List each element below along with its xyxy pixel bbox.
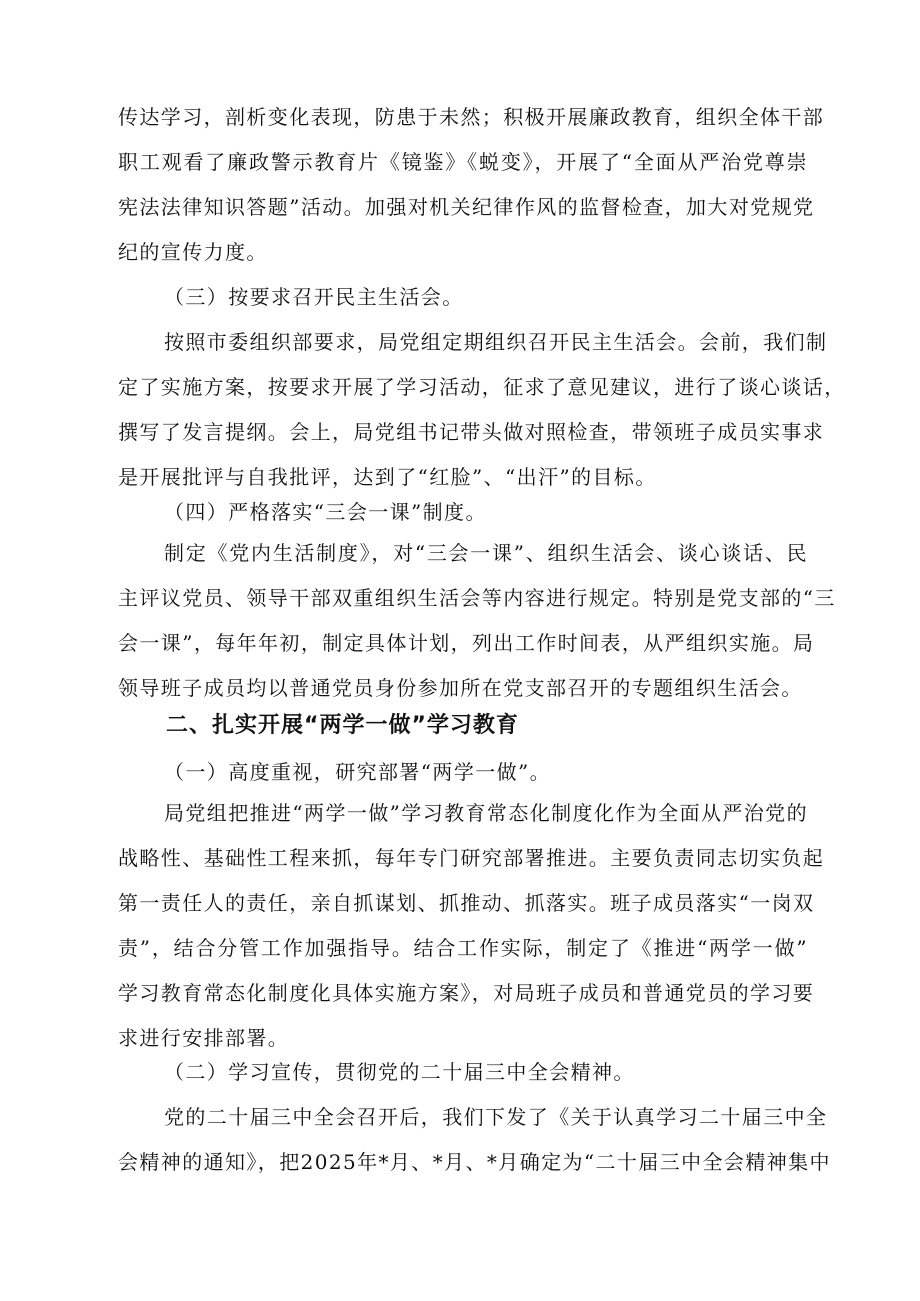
text-line: 纪的宣传力度。 [118, 240, 268, 264]
paragraph-party-life-system [118, 531, 836, 711]
section-heading: 二、扎实开展“两学一做”学习教育 [166, 713, 519, 738]
text-line: 会一课”，每年年初，制定具体计划，列出工作时间表，从严组织实施。局 [118, 631, 815, 655]
text-line: 撰写了发言提纲。会上，局党组书记带头做对照检查，带领班子成员实事求 [118, 420, 825, 444]
subheading-study-plenum-spirit [118, 1050, 808, 1095]
paragraph-plenum-study [118, 1095, 831, 1185]
text-line: 领导班子成员均以普通党员身份参加所在党支部召开的专题组织生活会。 [118, 676, 803, 700]
text-line: 制定《党内生活制度》，对“三会一课”、组织生活会、谈心谈话、民 [164, 541, 808, 565]
paragraph-democratic-life-meeting [118, 320, 846, 500]
text-line: 战略性、基础性工程来抓，每年专门研究部署推进。主要负责同志切实负起 [118, 846, 825, 870]
subheading-text: （四）严格落实“三会一课”制度。 [164, 500, 487, 524]
text-line: 局党组把推进“两学一做”学习教育常态化制度化作为全面从严治党的 [164, 801, 808, 825]
text-line: 会精神的通知》，把2025年*月、*月、*月确定为“二十届三中全会精神集中 [118, 1150, 831, 1174]
subheading-high-attention [118, 750, 808, 795]
paragraph-discipline-education [118, 95, 825, 275]
subheading-text: （三）按要求召开民主生活会。 [164, 285, 464, 309]
text-line: 第一责任人的责任，亲自抓谋划、抓推动、抓落实。班子成员落实“一岗双 [118, 891, 815, 915]
text-line: 是开展批评与自我批评，达到了“红脸”、“出汗”的目标。 [118, 465, 657, 489]
text-line: 党的二十届三中全会召开后，我们下发了《关于认真学习二十届三中全 [164, 1105, 828, 1129]
paragraph-two-studies-one-action [118, 791, 825, 1061]
text-line: 定了实施方案，按要求开展了学习活动，征求了意见建议，进行了谈心谈话， [118, 375, 846, 399]
text-line: 宪法法律知识答题”活动。加强对机关纪律作风的监督检查，加大对党规党 [118, 195, 815, 219]
text-line: 学习教育常态化制度化具体实施方案》，对局班子成员和普通党员的学习要 [118, 981, 815, 1005]
text-line: 责”，结合分管工作加强指导。结合工作实际，制定了《推进“两学一做” [118, 936, 808, 960]
subheading-three-meetings-one-lesson [118, 490, 808, 535]
text-line: 按照市委组织部要求，局党组定期组织召开民主生活会。会前，我们制 [164, 330, 828, 354]
text-line: 传达学习，剖析变化表现，防患于未然；积极开展廉政教育，组织全体干部 [118, 105, 825, 129]
subheading-text: （一）高度重视，研究部署“两学一做”。 [164, 760, 552, 784]
subheading-text: （二）学习宣传，贯彻党的二十届三中全会精神。 [164, 1060, 635, 1084]
text-line: 主评议党员、领导干部双重组织生活会等内容进行规定。特别是党支部的“三 [118, 586, 836, 610]
text-line: 职工观看了廉政警示教育片《镜鉴》《蜕变》，开展了“全面从严治党尊崇 [118, 150, 808, 174]
text-line: 求进行安排部署。 [118, 1026, 290, 1050]
subheading-democratic-life-meeting [118, 275, 808, 320]
